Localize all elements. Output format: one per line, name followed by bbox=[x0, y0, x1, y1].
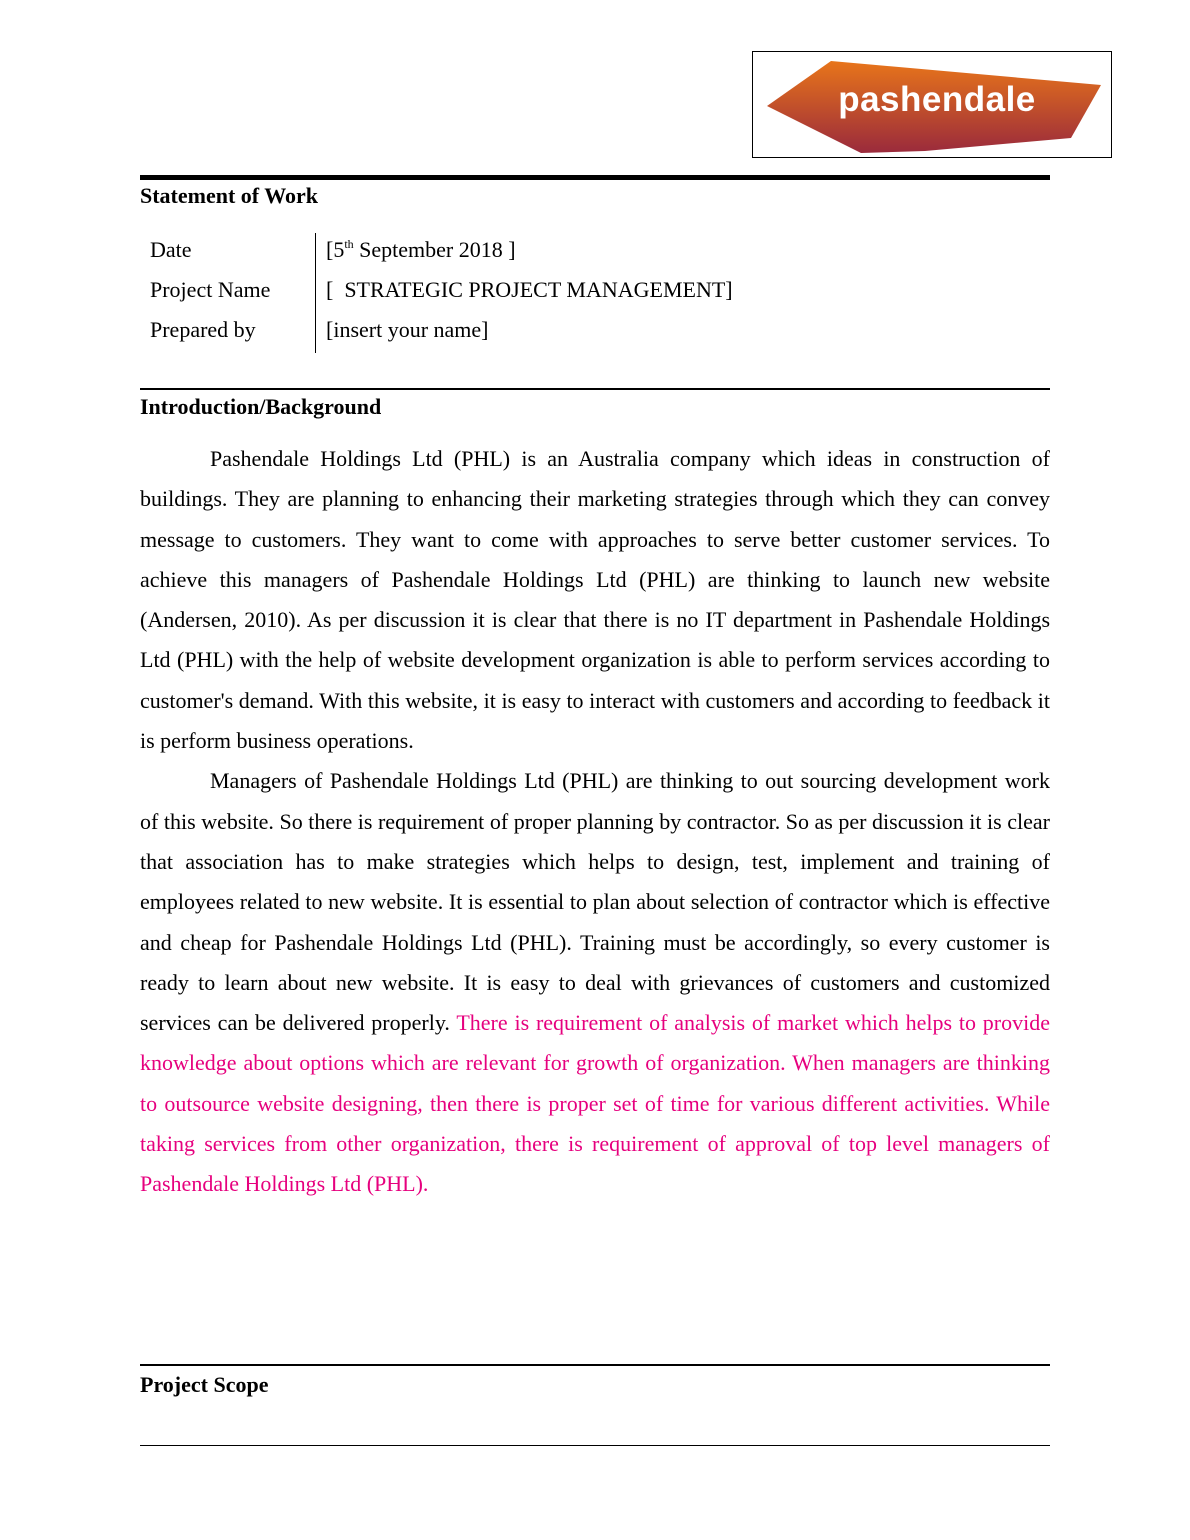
intro-paragraph-2: Managers of Pashendale Holdings Ltd (PHL) are thinking to out sourcing development work of this website. So there is requirement of proper planning by contractor. So as per discussion it is clear that association has to make strategies which helps to design, test, implement and training of employees related to new website. It is essential to plan about selection of contractor which is effective and cheap for Pashendale Holdings Ltd (PHL). Training must be accordingly, so every customer is ready to learn about new website. It is easy to deal with grievances of customers and customized services can be delivered properly. There is requirement of analysis of market which helps to provide knowledge about options which are relevant for growth of organization. When managers are thinking to outsource website designing, then there is proper set of time for various different activities. While taking services from other organization, there is requirement of approval of top level managers of Pashendale Holdings Ltd (PHL). bbox=[140, 768, 1050, 1197]
date-value: [5th September 2018 ] bbox=[326, 237, 516, 262]
intro-body bbox=[140, 439, 1050, 1205]
scope-divider bbox=[140, 1364, 1050, 1366]
intro-divider bbox=[140, 388, 1050, 390]
company-logo bbox=[752, 51, 1112, 158]
project-name-label: Project Name bbox=[150, 277, 271, 302]
project-name-value: [ STRATEGIC PROJECT MANAGEMENT] bbox=[326, 277, 733, 302]
meta-row-date bbox=[140, 230, 1050, 270]
scope-heading: Project Scope bbox=[140, 1372, 269, 1397]
date-label: Date bbox=[150, 237, 192, 262]
prepared-by-label: Prepared by bbox=[150, 317, 256, 342]
logo-wordmark: pashendale bbox=[838, 80, 1036, 119]
scope-bottom-divider bbox=[140, 1445, 1050, 1446]
meta-table-divider bbox=[315, 233, 316, 353]
meta-row-prepared-by bbox=[140, 310, 1050, 350]
intro-heading: Introduction/Background bbox=[140, 394, 382, 419]
title-divider bbox=[140, 175, 1050, 180]
highlighted-text: There is requirement of analysis of market which helps to provide knowledge about options which are relevant for growth of organization. When managers are thinking to outsource website designing, then there is proper set of time for various different activities. While taking services from other organization, there is requirement of approval of top level managers of Pashendale Holdings Ltd (PHL). bbox=[140, 1010, 1050, 1197]
prepared-by-value: [insert your name] bbox=[326, 317, 489, 342]
meta-row-project-name bbox=[140, 270, 1050, 310]
intro-paragraph-1: Pashendale Holdings Ltd (PHL) is an Australia company which ideas in construction of buildings. They are planning to enhancing their marketing strategies through which they can convey message to customers. They want to come with approaches to serve better customer services. To achieve this managers of Pashendale Holdings Ltd (PHL) are thinking to launch new website (Andersen, 2010). As per discussion it is clear that there is no IT department in Pashendale Holdings Ltd (PHL) with the help of website development organization is able to perform services according to customer's demand. With this website, it is easy to interact with customers and according to feedback it is perform business operations. bbox=[140, 446, 1050, 754]
document-title: Statement of Work bbox=[140, 183, 319, 208]
document-meta-table bbox=[140, 230, 1050, 350]
